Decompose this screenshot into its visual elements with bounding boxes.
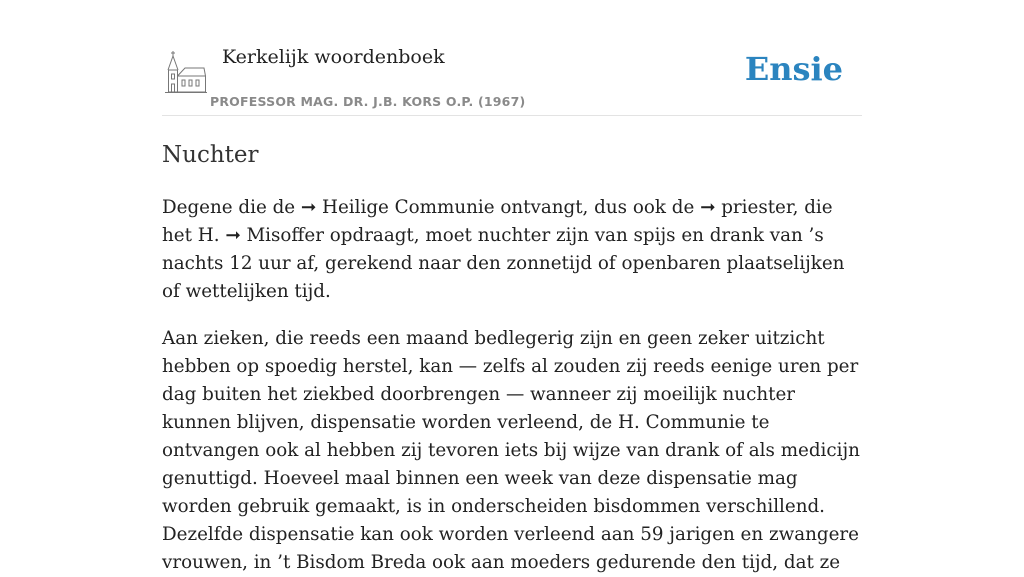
text-segment: ontvangt, dus ook de <box>494 197 701 218</box>
page <box>162 0 862 577</box>
text-segment: Degene die de <box>162 197 301 218</box>
entry-content <box>162 194 862 577</box>
paragraph-2: Aan zieken, die reeds een maand bedlegerig zijn en geen zeker uitzicht hebben op spoedig herstel, kan — zelfs al zouden zij reeds eenige uren per dag buiten het ziekbed doorbrengen — wanneer zij moeilijk nuchter kunnen blijven, dispensatie worden verleend, de H. Communie te ontvangen ook al hebben zij tevoren iets bij wijze van drank of als medicijn genuttigd. Hoeveel maal binnen een week van deze dispensatie mag worden gebruik gemaakt, is in onderscheiden bisdommen verschillend. Dezelfde dispensatie kan ook worden verleend aan 59 jarigen en zwangere vrouwen, in ’t Bisdom Breda ook aan moeders gedurende den tijd, dat ze <box>162 328 860 573</box>
author-line: PROFESSOR MAG. DR. J.B. KORS O.P. (1967) <box>210 94 526 109</box>
text-segment: opdraagt, moet nuchter zijn van spijs en drank van ’s nachts 12 uur af, gerekend naar den zonnetijd of openbaren plaatselijken of wettelijken tijd. <box>162 225 845 302</box>
link-misoffer[interactable]: ➞ Misoffer <box>225 225 324 246</box>
link-priester[interactable]: ➞ priester <box>700 197 793 218</box>
paragraph-1 <box>162 194 862 306</box>
book-title[interactable]: Kerkelijk woordenboek <box>222 46 445 68</box>
link-heilige-communie[interactable]: ➞ Heilige Communie <box>300 197 495 218</box>
church-icon <box>165 50 207 94</box>
text-segment: , die het H. <box>162 197 833 246</box>
header <box>162 0 862 116</box>
brand-logo[interactable]: Ensie <box>744 50 843 88</box>
entry-title: Nuchter <box>162 142 259 168</box>
